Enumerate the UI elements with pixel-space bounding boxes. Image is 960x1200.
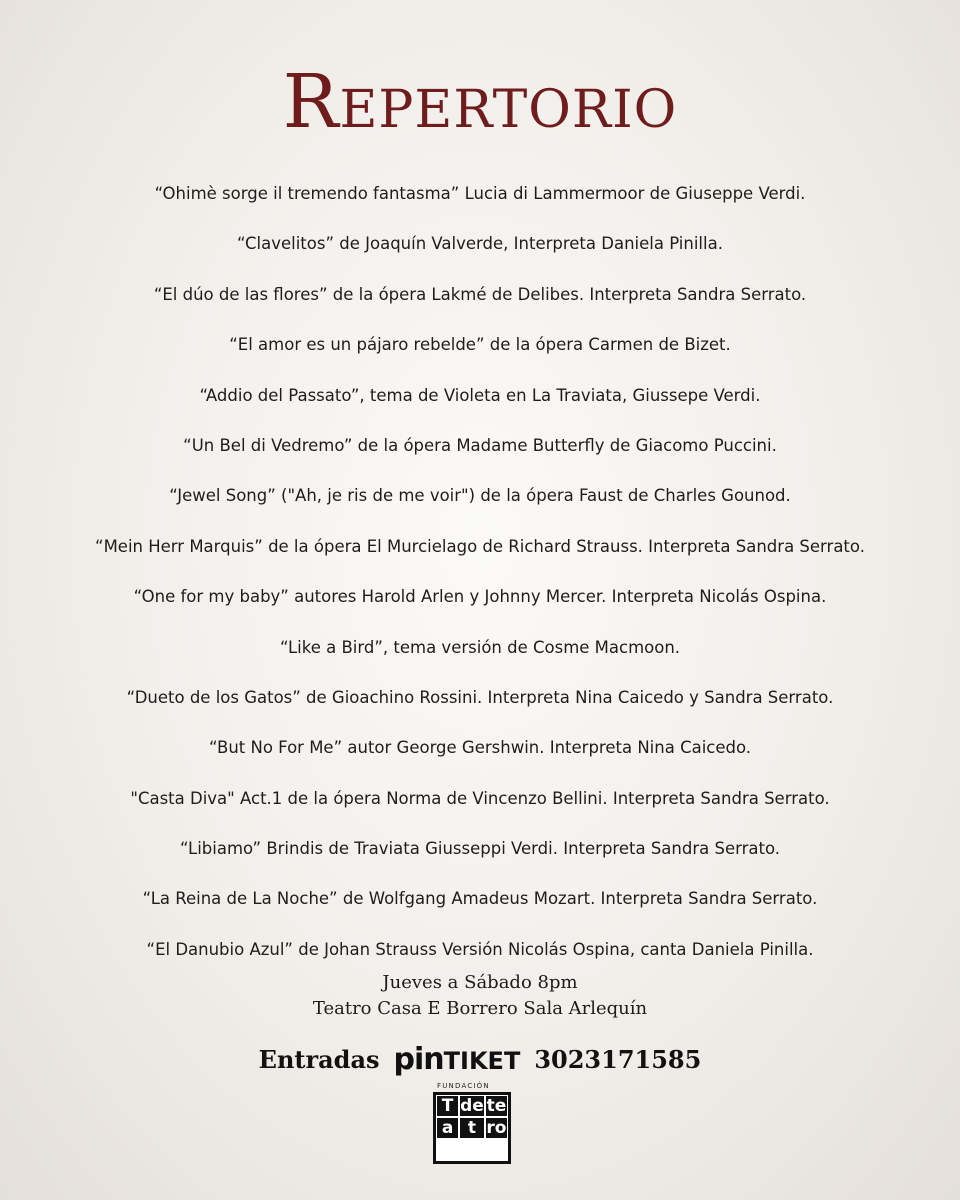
repertoire-item: “Like a Bird”, tema versión de Cosme Macmoon. — [279, 637, 681, 657]
page-title: Repertorio — [282, 59, 678, 145]
repertoire-item: “Ohimè sorge il tremendo fantasma” Lucia di Lammermoor de Giuseppe Verdi. — [154, 184, 806, 203]
logo-letter: ro — [486, 1117, 507, 1138]
repertoire-item: “El dúo de las flores” de la ópera Lakmé de Delibes. Interpreta Sandra Serrato. — [153, 284, 807, 304]
pintiket-tiket-text: TIKET — [443, 1046, 521, 1075]
logo-letter: te — [486, 1095, 507, 1116]
repertoire-item: “Mein Herr Marquis” de la ópera El Murcielago de Richard Strauss. Interpreta Sandra Serrato. — [95, 536, 865, 556]
repertoire-item: “Dueto de los Gatos” de Gioachino Rossini. Interpreta Nina Caicedo y Sandra Serrato. — [126, 687, 834, 707]
repertoire-item: “Jewel Song” ("Ah, je ris de me voir") de la ópera Faust de Charles Gounod. — [169, 486, 791, 506]
repertoire-item: "Casta Diva" Act.1 de la ópera Norma de Vincenzo Bellini. Interpreta Sandra Serrato. — [130, 788, 830, 808]
tickets-label: Entradas — [258, 1044, 380, 1074]
repertoire-item: “Addio del Passato”, tema de Violeta en La Traviata, Giussepe Verdi. — [199, 385, 761, 405]
pintiket-pin-text: pin — [393, 1041, 444, 1077]
tickets-phone: 3023171585 — [534, 1044, 702, 1074]
pintiket-logo — [394, 1042, 521, 1077]
repertoire-item: “But No For Me” autor George Gershwin. Interpreta Nina Caicedo. — [208, 738, 752, 758]
repertoire-item: “El Danubio Azul” de Johan Strauss Versión Nicolás Ospina, canta Daniela Pinilla. — [146, 939, 814, 959]
logo-subtitle: FUNDACIÓN — [437, 1082, 490, 1090]
repertoire-item: “One for my baby” autores Harold Arlen y Johnny Mercer. Interpreta Nicolás Ospina. — [133, 587, 827, 607]
logo-grid — [433, 1092, 511, 1164]
repertoire-item: “El amor es un pájaro rebelde” de la ópera Carmen de Bizet. — [229, 335, 731, 355]
schedule-days: Jueves a Sábado 8pm — [382, 972, 578, 993]
repertoire-item: “La Reina de La Noche” de Wolfgang Amadeus Mozart. Interpreta Sandra Serrato. — [142, 889, 818, 909]
repertoire-item: “Libiamo” Brindis de Traviata Giusseppi Verdi. Interpreta Sandra Serrato. — [179, 839, 781, 859]
logo-letter: T — [437, 1096, 458, 1116]
repertoire-item: “Un Bel di Vedremo” de la ópera Madame Butterfly de Giacomo Puccini. — [183, 435, 777, 455]
tdeteatro-logo — [423, 1084, 517, 1168]
repertoire-list — [0, 181, 960, 987]
repertoire-item: “Clavelitos” de Joaquín Valverde, Interpreta Daniela Pinilla. — [237, 234, 723, 254]
logo-letter: a — [437, 1118, 458, 1138]
logo-letter: de — [460, 1095, 484, 1116]
tickets-row — [0, 1036, 960, 1082]
schedule-venue: Teatro Casa E Borrero Sala Arlequín — [312, 998, 648, 1019]
logo-letter: t — [460, 1118, 484, 1138]
